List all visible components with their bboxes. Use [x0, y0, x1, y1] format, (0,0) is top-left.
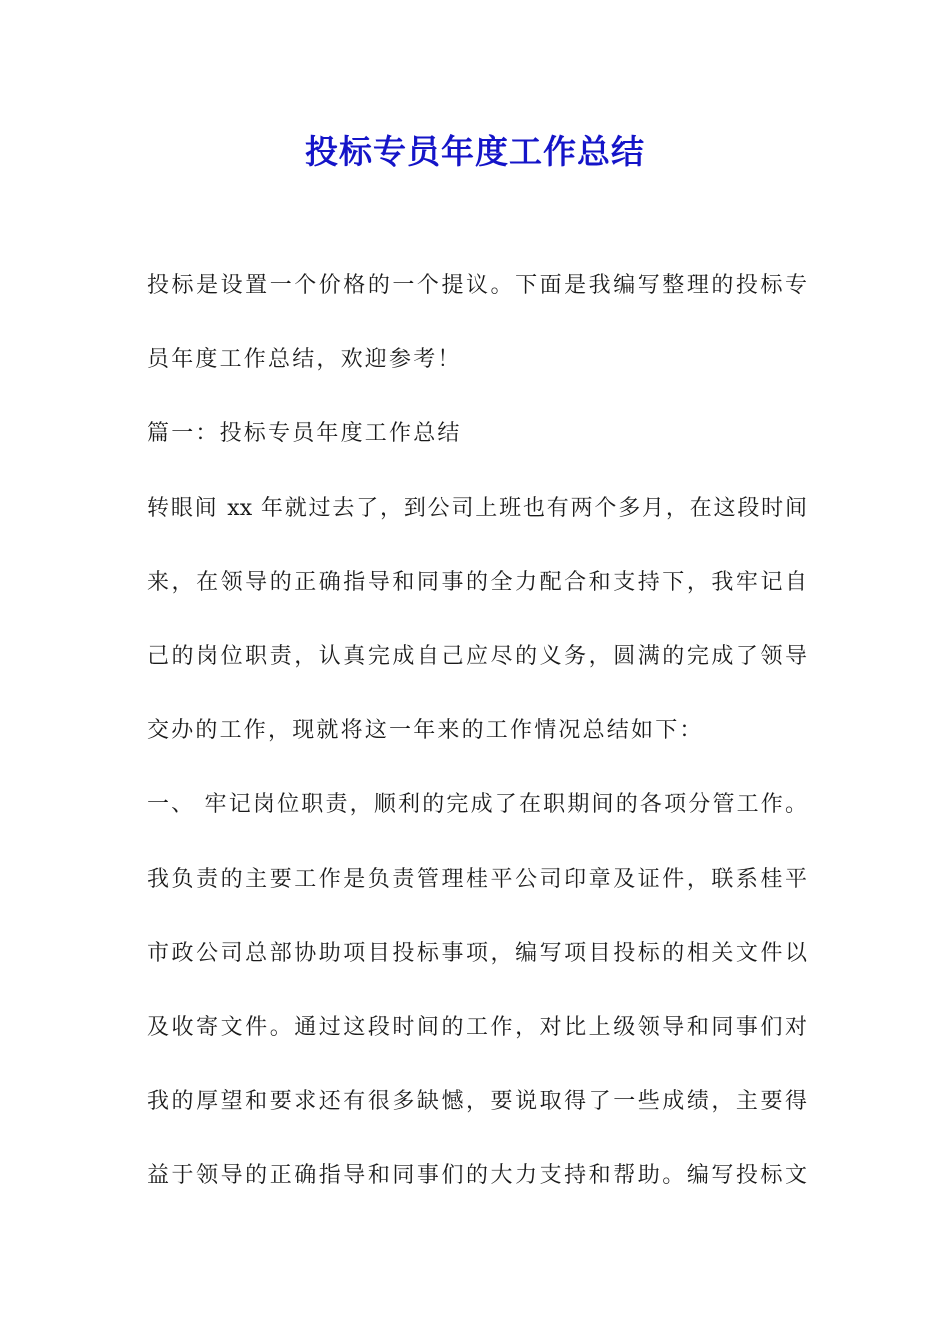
paragraph-line: 市政公司总部协助项目投标事项，编写项目投标的相关文件以 — [147, 940, 807, 966]
document-title: 投标专员年度工作总结 — [305, 132, 645, 171]
paragraph-line: 转眼间 xx 年就过去了，到公司上班也有两个多月，在这段时间 — [147, 495, 807, 521]
section-heading: 篇一：投标专员年度工作总结 — [147, 421, 462, 447]
paragraph-line: 交办的工作，现就将这一年来的工作情况总结如下： — [147, 718, 704, 744]
document-body — [147, 264, 807, 1228]
paragraph-line: 及收寄文件。通过这段时间的工作，对比上级领导和同事们对 — [147, 1014, 807, 1040]
paragraph-line: 来，在领导的正确指导和同事的全力配合和支持下，我牢记自 — [147, 569, 807, 595]
list-item-heading: 一、 牢记岗位职责，顺利的完成了在职期间的各项分管工作。 — [147, 792, 807, 818]
paragraph-line: 己的岗位职责，认真完成自己应尽的义务，圆满的完成了领导 — [147, 643, 807, 669]
paragraph-line: 员年度工作总结，欢迎参考！ — [147, 347, 462, 373]
paragraph-line: 我的厚望和要求还有很多缺憾，要说取得了一些成绩，主要得 — [147, 1089, 807, 1115]
paragraph-line: 我负责的主要工作是负责管理桂平公司印章及证件，联系桂平 — [147, 866, 807, 892]
paragraph-line: 投标是设置一个价格的一个提议。下面是我编写整理的投标专 — [147, 273, 807, 298]
paragraph-line: 益于领导的正确指导和同事们的大力支持和帮助。编写投标文 — [147, 1163, 807, 1189]
